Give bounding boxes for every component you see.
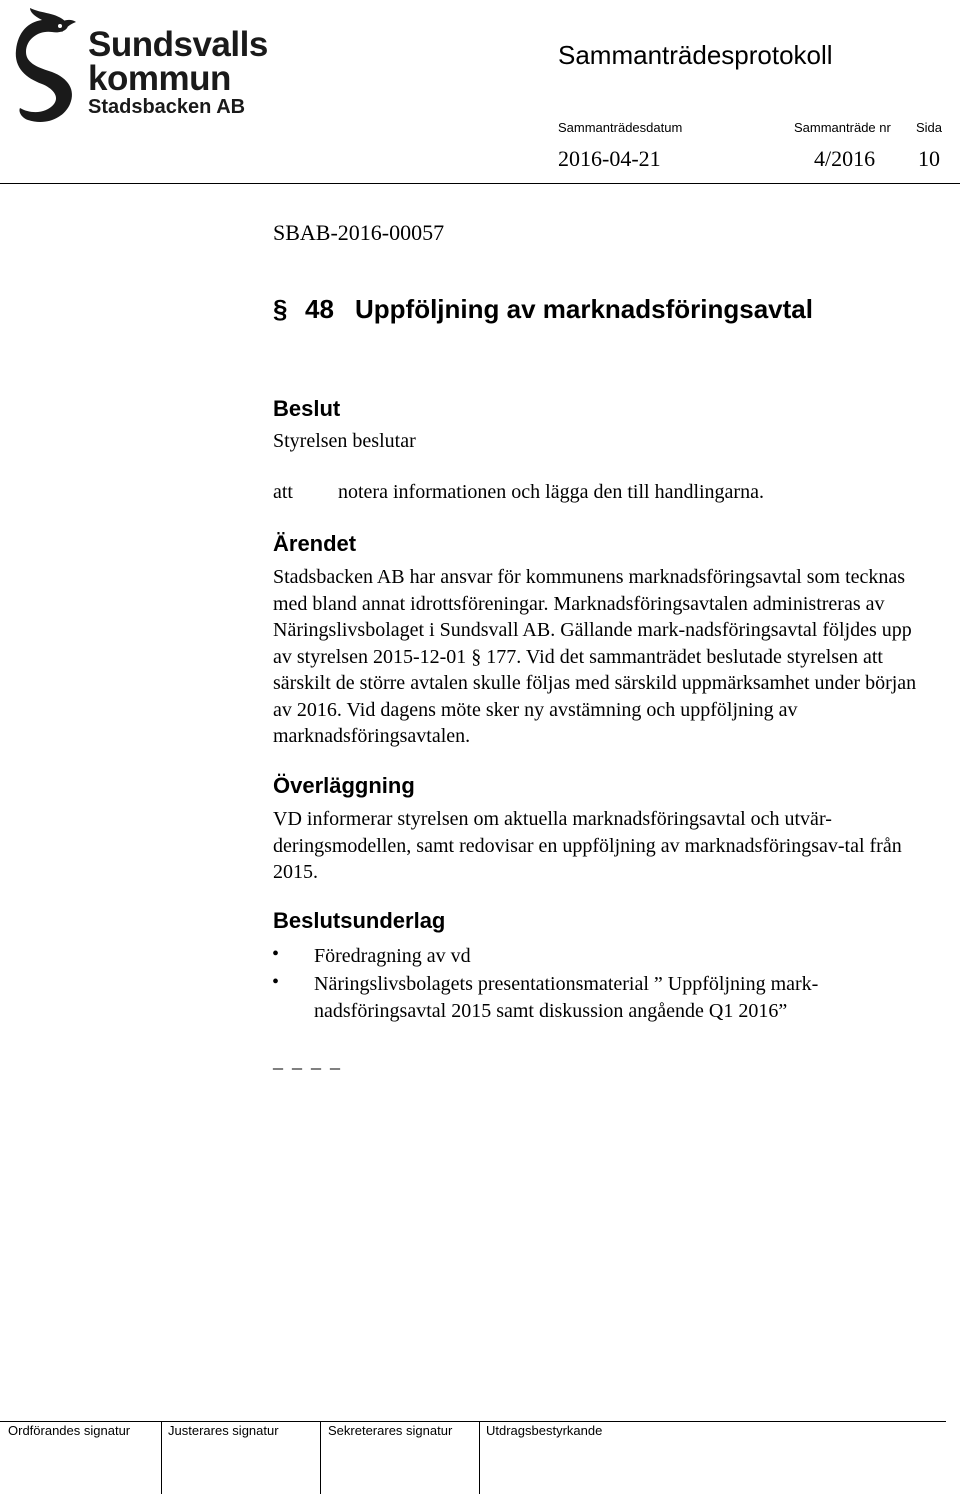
section-heading [273, 294, 813, 325]
logo-line-2: kommun [88, 59, 231, 98]
list-item: Föredragning av vd [314, 945, 471, 967]
page-label: Sida [916, 120, 943, 135]
list-item: Näringslivsbolagets presentationsmaterial ” Uppföljning mark-nadsföringsavtal 2015 samt diskussion angående Q1 2016” [314, 973, 819, 1022]
adjuster-signature-label: Justerares signatur [168, 1423, 279, 1438]
arendet-heading: Ärendet [273, 531, 357, 556]
document-title: Sammanträdesprotokoll [558, 40, 833, 70]
section-number: 48 [305, 294, 334, 324]
overlaggning-heading: Överläggning [273, 773, 415, 798]
section-title: Uppföljning av marknadsföringsavtal [355, 294, 813, 324]
beslut-heading: Beslut [273, 396, 341, 421]
meeting-date: 2016-04-21 [558, 146, 661, 171]
chair-signature-label: Ordförandes signatur [8, 1423, 131, 1438]
date-label: Sammanträdesdatum [558, 120, 683, 135]
logo-line-1: Sundsvalls [88, 25, 268, 64]
dragon-emblem-icon [12, 4, 84, 128]
footer-divider [0, 1421, 946, 1422]
meeting-number: 4/2016 [814, 146, 876, 171]
case-number: SBAB-2016-00057 [273, 220, 445, 245]
decision-text: notera informationen och lägga den till handlingarna. [338, 481, 764, 503]
overlaggning-text: VD informerar styrelsen om aktuella marknadsföringsavtal och utvär-deringsmodellen, samt redovisar en uppföljning av marknadsföringsav-tal från 2015. [273, 808, 902, 883]
bullet-icon: • [272, 971, 280, 993]
logo-line-3: Stadsbacken AB [88, 96, 246, 118]
end-marker: _ _ _ _ [273, 1050, 342, 1072]
bullet-icon: • [272, 943, 280, 965]
beslut-intro: Styrelsen beslutar [273, 430, 416, 452]
beslutsunderlag-heading: Beslutsunderlag [273, 908, 446, 933]
secretary-signature-label: Sekreterares signatur [328, 1423, 453, 1438]
signature-field-divider [479, 1422, 480, 1494]
section-symbol: § [273, 294, 288, 324]
page-number: 10 [918, 146, 940, 171]
header-divider [0, 183, 960, 184]
signature-field-divider [161, 1422, 162, 1494]
signature-field-divider [320, 1422, 321, 1494]
arendet-text: Stadsbacken AB har ansvar för kommunens marknadsföringsavtal som tecknas med bland annat idrottsföreningar. Marknadsföringsavtalen administreras av Näringslivsbolaget i Sundsvall AB. Gällande mark-nadsföringsavtal följdes upp av styrelsen 2015-12-01 § 177. Vid det sammanträdet beslutade styrelsen att särskilt de större avtalen skulle följas med särskild uppmärksamhet under början av 2016. Vid dagens möte sker ny avstämning och uppföljning av marknadsföringsavtalen. [273, 566, 917, 747]
att-label: att [273, 481, 293, 503]
extract-certifier-label: Utdragsbestyrkande [486, 1423, 603, 1438]
meeting-number-label: Sammanträde nr [794, 120, 891, 135]
logo [12, 4, 272, 128]
